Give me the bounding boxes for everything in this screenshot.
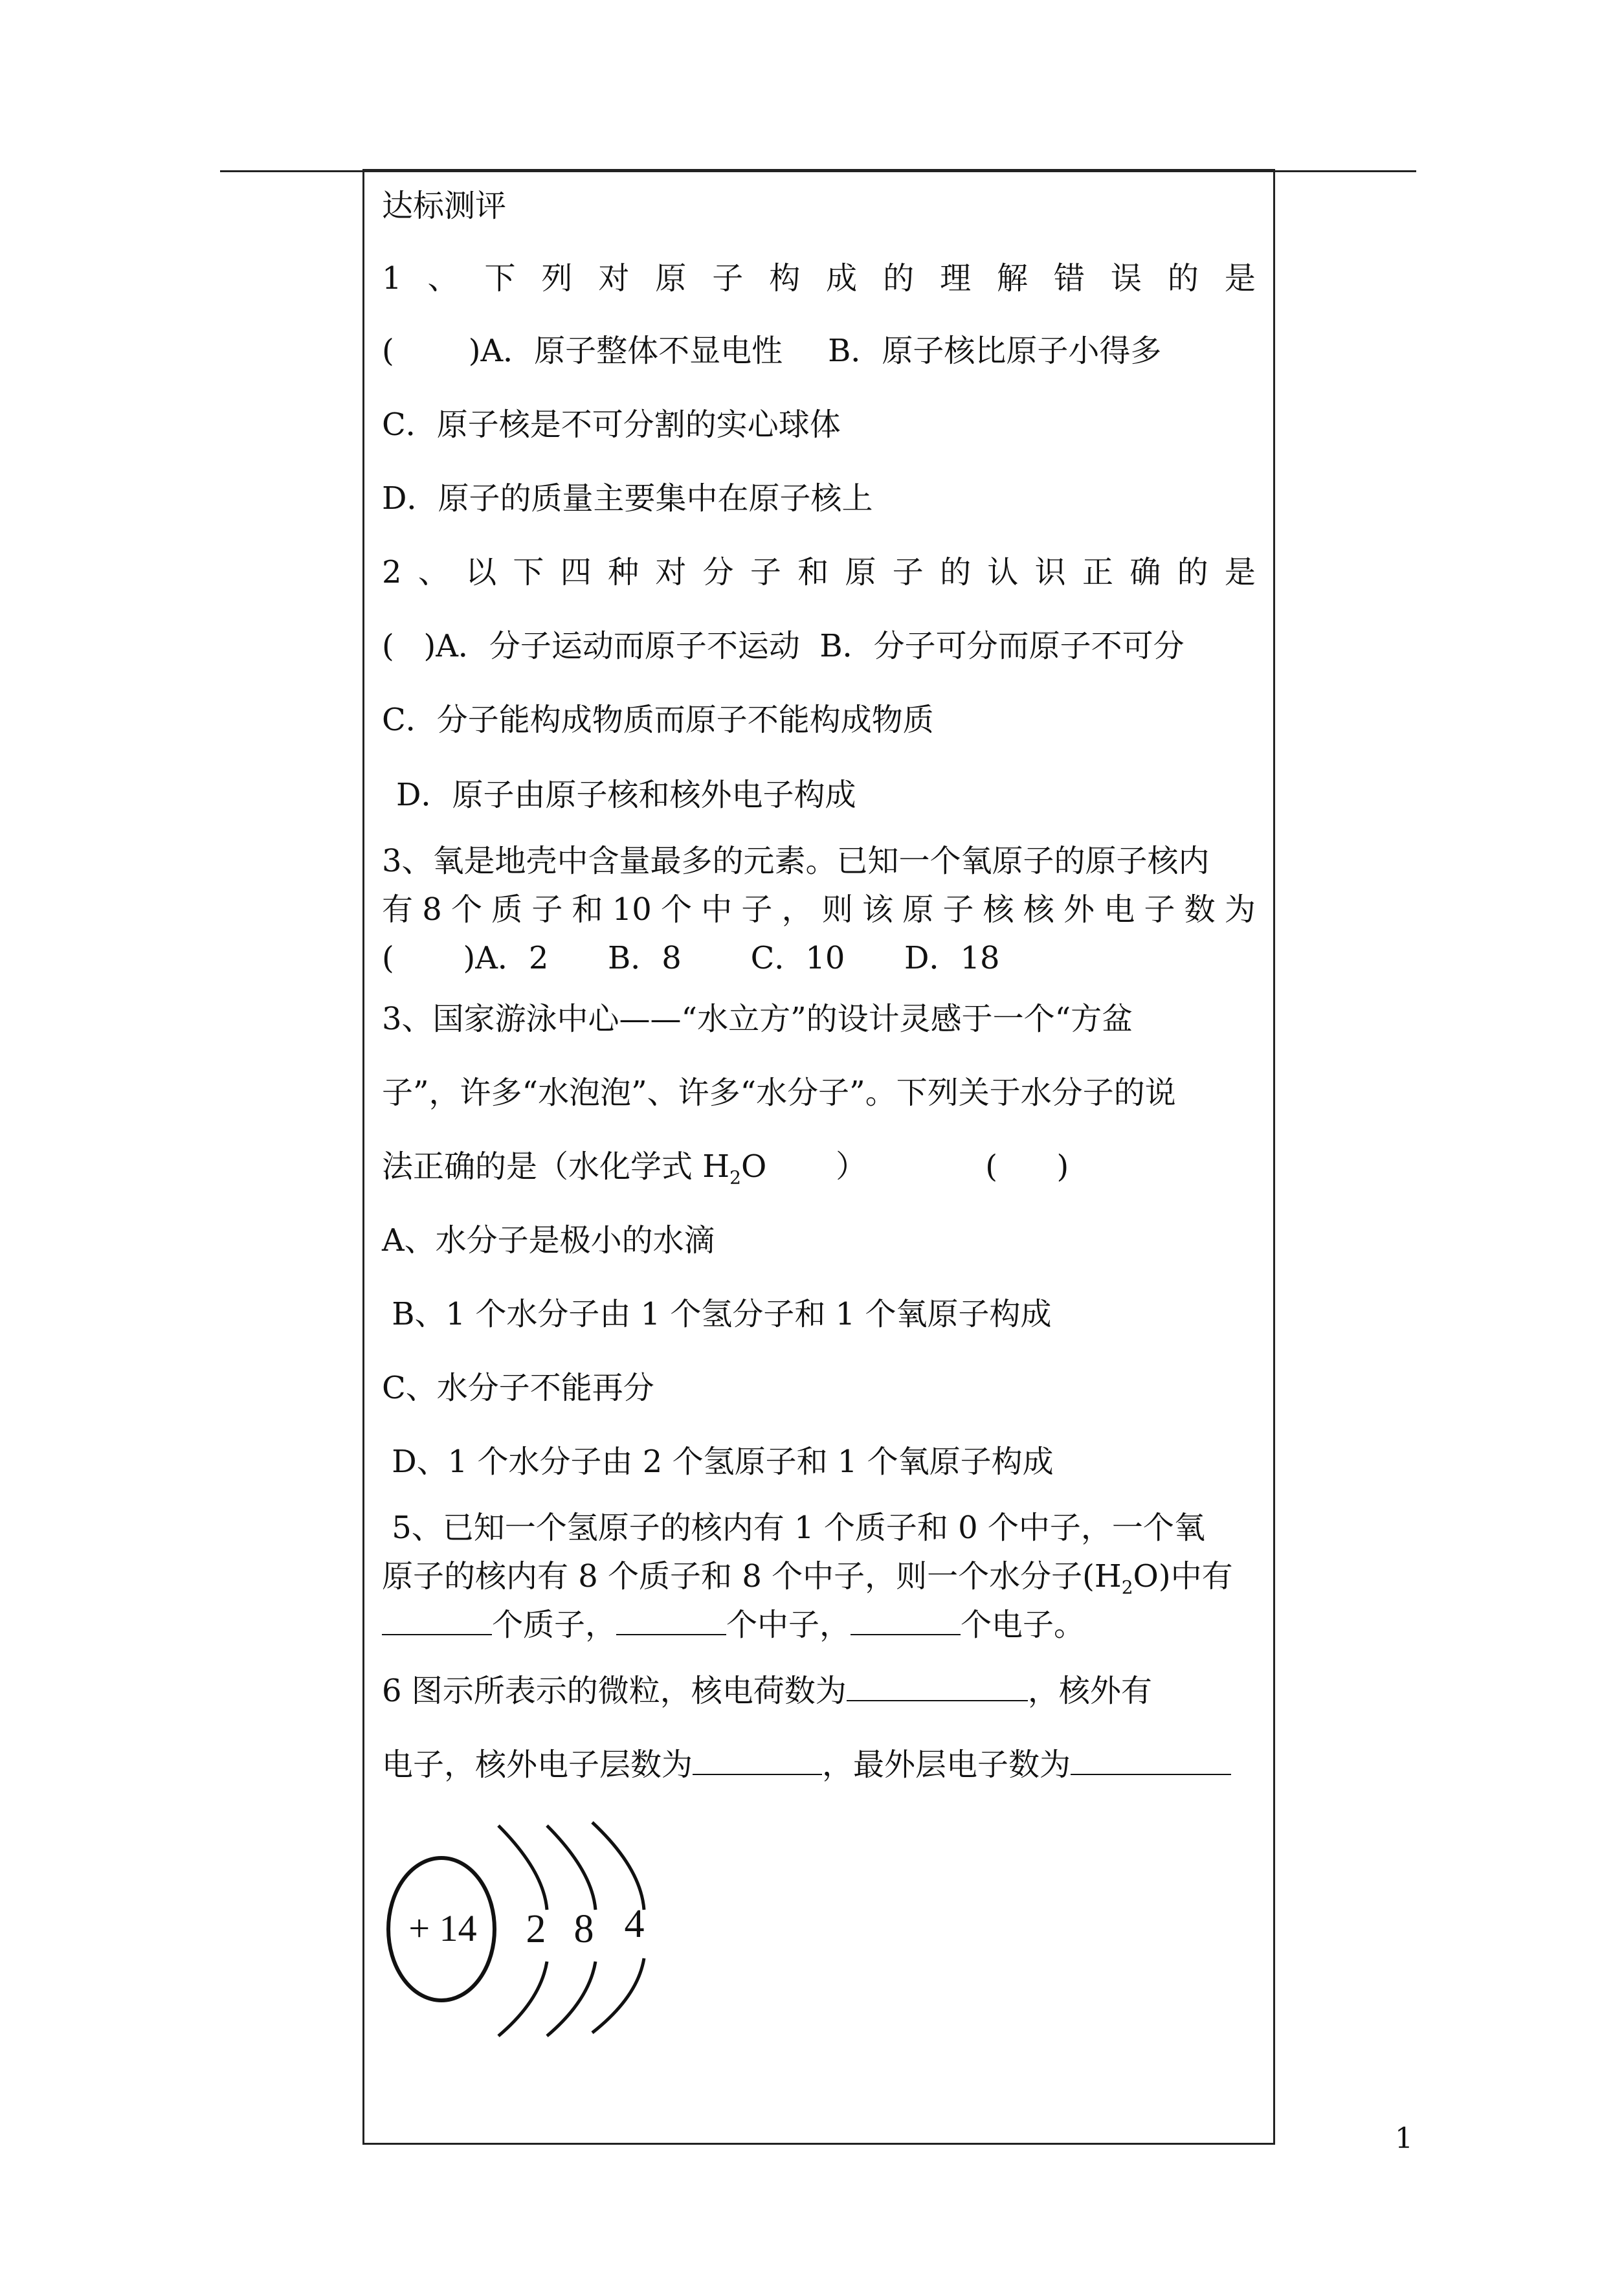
q3a-line2-char: 和 — [572, 891, 603, 928]
shell-arc-1-top — [498, 1826, 547, 1910]
shell-3-electrons: 4 — [624, 1902, 645, 1946]
q1-paren-optA: ( )A．原子整体不显电性 B．原子核比原子小得多 — [382, 333, 1162, 369]
q3a-line2-char: 电 — [1104, 891, 1135, 928]
q3a-line2-char: 该 — [862, 891, 894, 928]
q2-stem-char: 、 — [417, 554, 449, 590]
q3a-line2-char: 子 — [1144, 891, 1175, 928]
q2-optC: C．分子能构成物质而原子不能构成物质 — [382, 702, 934, 738]
q1-optC: C．原子核是不可分割的实心球体 — [382, 407, 841, 443]
q3a-line2-char: ， — [781, 891, 813, 928]
q2-stem-char: 下 — [513, 554, 544, 590]
shell-arc-2-bottom — [547, 1962, 595, 2036]
q2-stem-char: 四 — [560, 554, 592, 590]
q2-stem-char: 2 — [382, 554, 402, 590]
q6-line2: 电子，核外电子层数为 ，最外层电子数为 — [382, 1745, 1231, 1784]
q2-stem-char: 识 — [1034, 554, 1066, 590]
q3a-line2-char: 子 — [741, 891, 773, 928]
shell-arc-1-bottom — [498, 1962, 547, 2036]
q1-stem — [382, 259, 1256, 298]
q2-optD: D．原子由原子核和核外电子构成 — [396, 777, 856, 813]
q2-stem-char: 以 — [465, 554, 497, 590]
q3a-line2-char: 原 — [902, 891, 934, 928]
q6-line1: 6 图示所表示的微粒，核电荷数为 ，核外有 — [382, 1673, 1152, 1709]
q3a-line2-char: 10 — [612, 891, 652, 928]
blank-shell-count[interactable] — [693, 1745, 822, 1775]
q1-stem-char: 、 — [427, 260, 459, 296]
q5-line2: 原子的核内有 8 个质子和 8 个中子，则一个水分子$(H_2O)$中有 — [382, 1558, 1233, 1598]
blank-nuclear-charge[interactable] — [847, 1672, 1028, 1701]
q3a-line2-char: 8 — [422, 891, 442, 928]
blank-protons[interactable] — [382, 1605, 492, 1635]
nucleus-charge: + 14 — [408, 1907, 477, 1949]
q1-stem-char: 1 — [382, 260, 402, 296]
blank-neutrons[interactable] — [616, 1605, 726, 1635]
q3b-line1: 3、国家游泳中心——“水立方”的设计灵感于一个“方盆 — [382, 1001, 1133, 1037]
q3b-optC: C、水分子不能再分 — [382, 1370, 654, 1406]
q2-stem-char: 是 — [1224, 554, 1256, 590]
q2-stem-char: 的 — [1177, 554, 1208, 590]
q3a-line2-char: 子 — [942, 891, 974, 928]
q3a-line2-char: 子 — [531, 891, 563, 928]
q2-stem-char: 对 — [655, 554, 687, 590]
blank-electrons[interactable] — [851, 1605, 961, 1635]
q2-stem-char: 种 — [608, 554, 640, 590]
q3b-line3: 法正确的是（水化学式 $H_2O$ ） ( ) — [382, 1148, 1069, 1189]
q2-stem-char: 和 — [797, 554, 829, 590]
blank-outer-electrons[interactable] — [1071, 1745, 1231, 1775]
q1-stem-char: 是 — [1224, 260, 1256, 296]
q3a-line2-char: 核 — [983, 891, 1014, 928]
page-number: 1 — [1395, 2122, 1413, 2155]
q2-stem-char: 分 — [702, 554, 734, 590]
q1-stem-char: 误 — [1110, 260, 1142, 296]
q1-stem-char: 原 — [655, 260, 687, 296]
q1-stem-char: 列 — [541, 260, 573, 296]
q3a-line2 — [382, 890, 1256, 929]
q3b-optB: B、1 个水分子由 1 个氢分子和 1 个氧原子构成 — [382, 1296, 1052, 1332]
shell-arc-3-bottom — [592, 1958, 644, 2033]
q3a-line2-char: 则 — [821, 891, 853, 928]
q2-stem-char: 认 — [987, 554, 1019, 590]
q2-stem — [382, 553, 1256, 592]
q1-stem-char: 解 — [997, 260, 1029, 296]
q2-stem-char: 原 — [845, 554, 876, 590]
q2-stem-char: 确 — [1129, 554, 1161, 590]
q5-line1: 5、已知一个氢原子的核内有 1 个质子和 0 个中子，一个氧 — [382, 1510, 1205, 1546]
q2-stem-char: 子 — [892, 554, 924, 590]
q3a-line2-char: 为 — [1224, 891, 1256, 928]
q1-stem-char: 对 — [598, 260, 630, 296]
q3a-line2-char: 数 — [1184, 891, 1216, 928]
q3b-optA: A、水分子是极小的水滴 — [382, 1222, 715, 1258]
q1-stem-char: 构 — [769, 260, 801, 296]
q1-stem-char: 的 — [1167, 260, 1199, 296]
shell-1-electrons: 2 — [526, 1907, 546, 1951]
q3a-line2-char: 核 — [1023, 891, 1054, 928]
q1-optD: D．原子的质量主要集中在原子核上 — [382, 480, 873, 517]
q3a-line2-char: 个 — [450, 891, 482, 928]
q2-stem-char: 正 — [1082, 554, 1113, 590]
q3a-line2-char: 外 — [1063, 891, 1095, 928]
q3b-optD: D、1 个水分子由 2 个氢原子和 1 个氧原子构成 — [382, 1444, 1054, 1480]
q3b-line2: 子”，许多“水泡泡”、许多“水分子”。下列关于水分子的说 — [382, 1075, 1176, 1111]
shell-arc-3-top — [592, 1822, 644, 1910]
q1-stem-char: 错 — [1053, 260, 1085, 296]
q2-stem-char: 子 — [750, 554, 781, 590]
q1-stem-char: 成 — [826, 260, 858, 296]
q3a-line2-char: 质 — [491, 891, 523, 928]
shell-2-electrons: 8 — [573, 1907, 594, 1951]
q5-line3: 个质子， 个中子， 个电子。 — [382, 1605, 1085, 1644]
q3a-line1: 3、氧是地壳中含量最多的元素。已知一个氧原子的原子核内 — [382, 843, 1210, 879]
atom-structure-diagram — [382, 1813, 680, 2046]
q3a-line2-char: 中 — [701, 891, 733, 928]
q1-stem-char: 下 — [484, 260, 516, 296]
q3a-line2-char: 个 — [661, 891, 693, 928]
q3a-line2-char: 有 — [382, 891, 414, 928]
q2-stem-char: 的 — [940, 554, 972, 590]
q3a-options: ( )A．2 B．8 C．10 D．18 — [382, 940, 1000, 976]
section-heading: 达标测评 — [382, 188, 507, 224]
shell-arc-2-top — [547, 1826, 595, 1910]
q2-optAB: ( )A．分子运动而原子不运动 B．分子可分而原子不可分 — [382, 628, 1185, 664]
q1-stem-char: 的 — [883, 260, 915, 296]
q1-stem-char: 子 — [712, 260, 744, 296]
q1-stem-char: 理 — [940, 260, 972, 296]
